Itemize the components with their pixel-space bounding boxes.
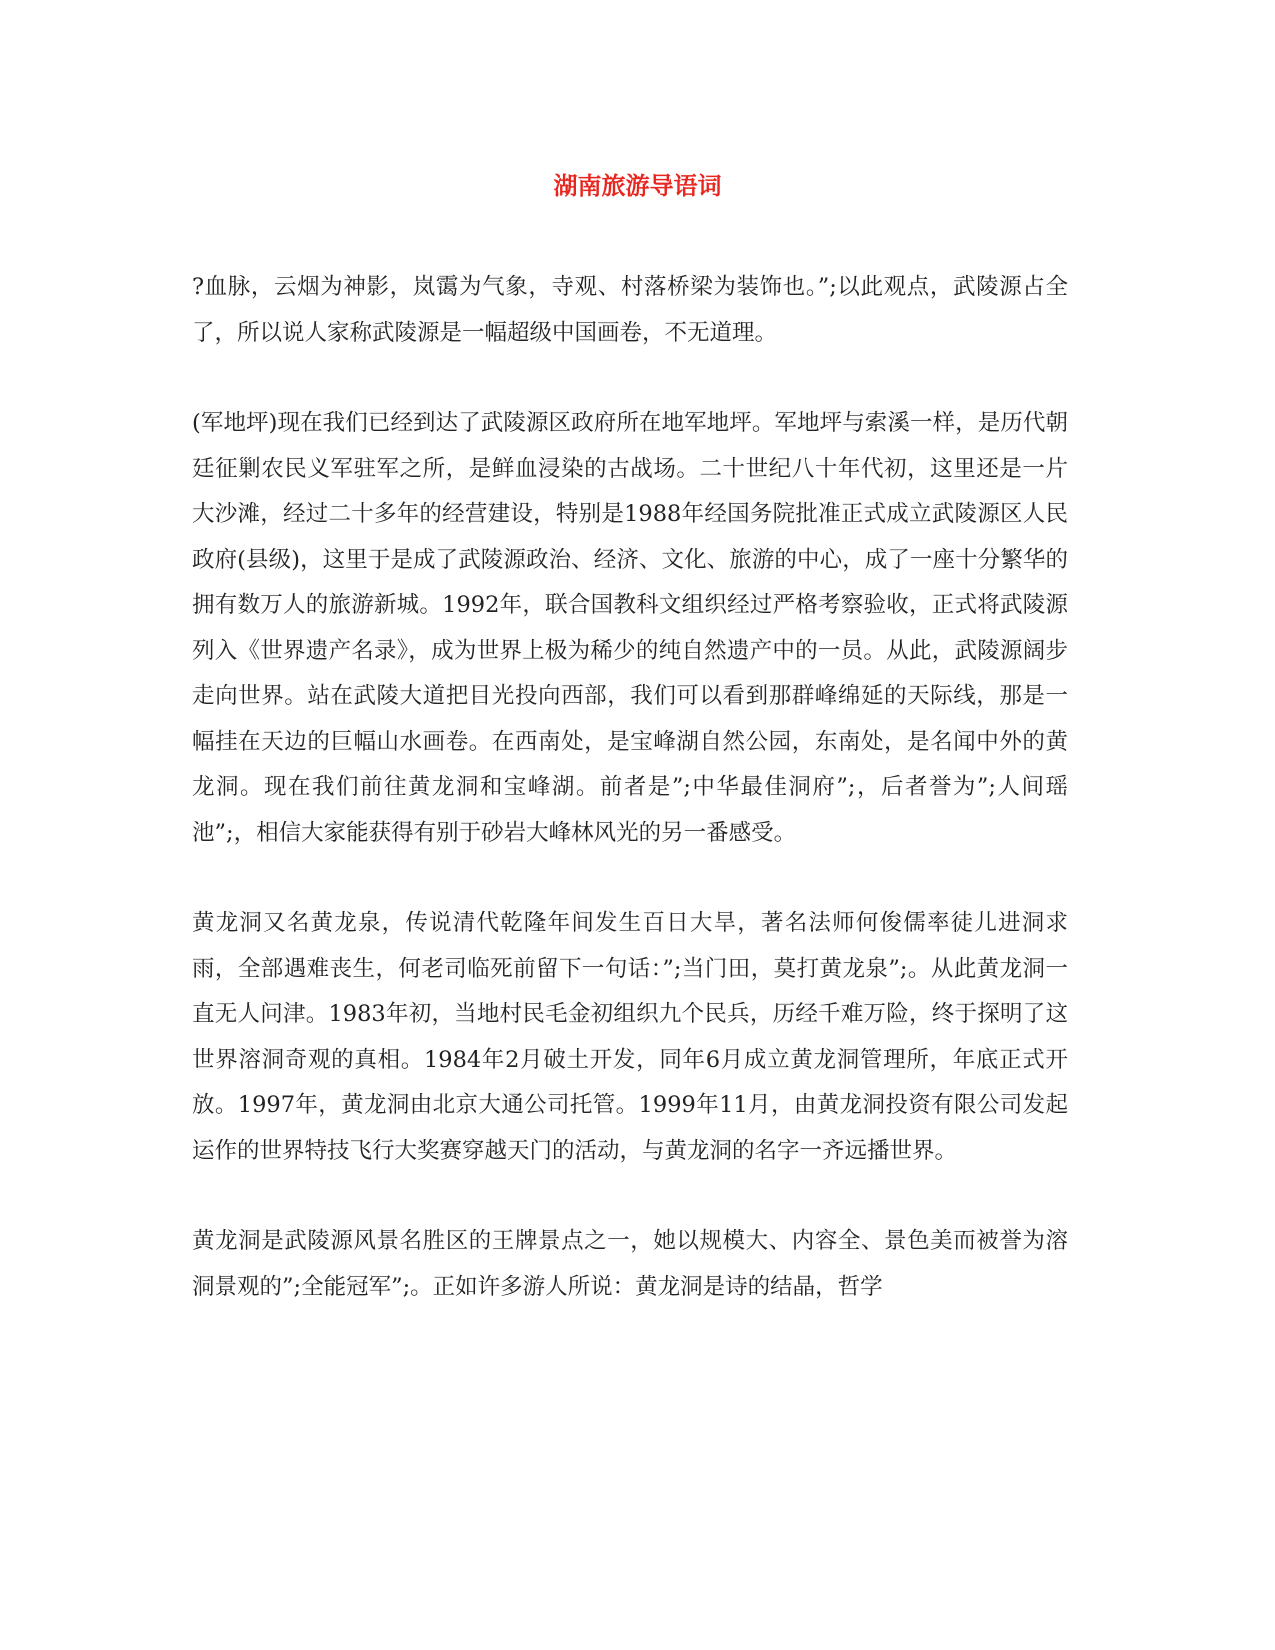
paragraph-1: ?血脉，云烟为神影，岚霭为气象，寺观、村落桥梁为装饰也。”;以此观点，武陵源占全了，所以说人家称武陵源是一幅超级中国画卷，不无道理。 <box>192 274 1068 346</box>
paragraph-2: (军地坪)现在我们已经到达了武陵源区政府所在地军地坪。军地坪与索溪一样，是历代朝廷征剿农民义军驻军之所，是鲜血浸染的古战场。二十世纪八十年代初，这里还是一片大沙滩，经过二十多年的经营建设，特别是1988年经国务院批准正式成立武陵源区人民政府(县级)，这里于是成了武陵源政治、经济、文化、旅游的中心，成了一座十分繁华的拥有数万人的旅游新城。1992年，联合国教科文组织经过严格考察验收，正式将武陵源列入《世界遗产名录》，成为世界上极为稀少的纯自然遗产中的一员。从此，武陵源阔步走向世界。站在武陵大道把目光投向西部，我们可以看到那群峰绵延的天际线，那是一幅挂在天边的巨幅山水画卷。在西南处，是宝峰湖自然公园，东南处，是名闻中外的黄龙洞。现在我们前往黄龙洞和宝峰湖。前者是”;中华最佳洞府”;，后者誉为”;人间瑶池”;，相信大家能获得有别于砂岩大峰林风光的另一番感受。 <box>192 410 1068 846</box>
paragraph-3: 黄龙洞又名黄龙泉，传说清代乾隆年间发生百日大旱，著名法师何俊儒率徒儿进洞求雨，全部遇难丧生，何老司临死前留下一句话：”;当门田，莫打黄龙泉”;。从此黄龙洞一直无人问津。1983年初，当地村民毛金初组织九个民兵，历经千难万险，终于探明了这世界溶洞奇观的真相。1984年2月破土开发，同年6月成立黄龙洞管理所，年底正式开放。1997年，黄龙洞由北京大通公司托管。1999年11月，由黄龙洞投资有限公司发起运作的世界特技飞行大奖赛穿越天门的活动，与黄龙洞的名字一齐远播世界。 <box>192 910 1068 1164</box>
document-title: 湖南旅游导语词 <box>553 171 722 200</box>
paragraph-4: 黄龙洞是武陵源风景名胜区的王牌景点之一，她以规模大、内容全、景色美而被誉为溶洞景观的”;全能冠军”;。正如许多游人所说：黄龙洞是诗的结晶，哲学 <box>192 1228 1068 1300</box>
document-body <box>192 265 1068 1355</box>
